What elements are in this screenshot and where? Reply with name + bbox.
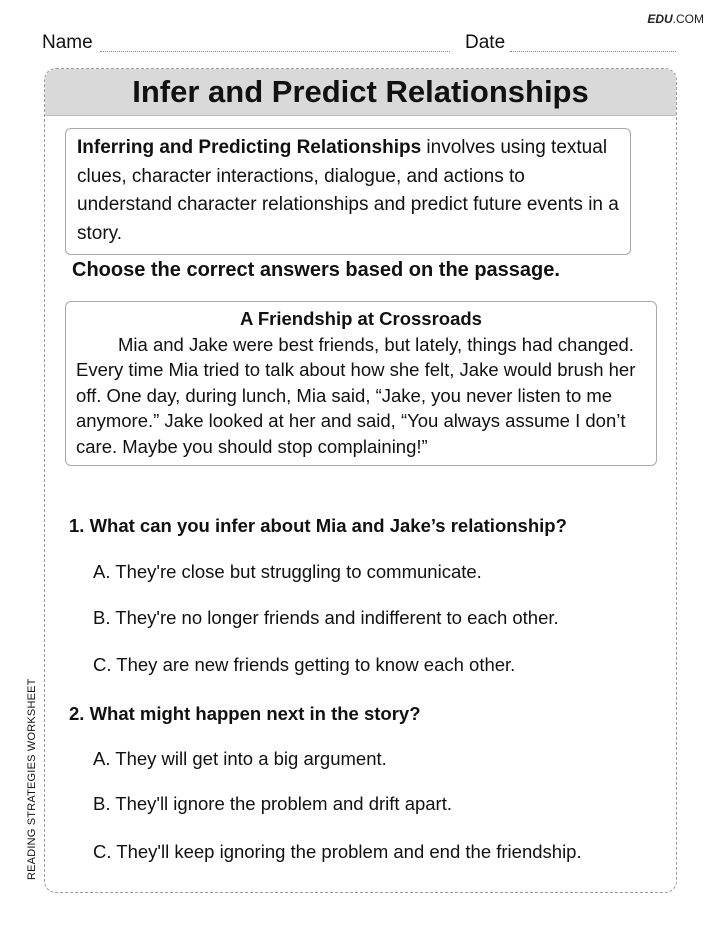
name-date-row bbox=[42, 32, 676, 54]
title-bar bbox=[45, 69, 676, 116]
question-2-option-b[interactable]: B. They'll ignore the problem and drift apart. bbox=[93, 793, 452, 814]
definition-text: involves using textual clues, character interactions, dialogue, and actions to understand character relationships and predict future events in a story. bbox=[77, 137, 619, 244]
name-line bbox=[100, 51, 450, 52]
question-2-option-c[interactable]: C. They'll keep ignoring the problem and end the friendship. bbox=[93, 841, 582, 862]
date-line bbox=[510, 51, 676, 52]
edu-logo bbox=[647, 12, 704, 26]
logo-edu-text: EDU bbox=[647, 12, 673, 26]
name-label: Name bbox=[42, 32, 93, 53]
question-1-option-c[interactable]: C. They are new friends getting to know each other. bbox=[93, 654, 516, 675]
question-1-option-b[interactable]: B. They're no longer friends and indifferent to each other. bbox=[93, 607, 559, 628]
definition-term: Inferring and Predicting Relationships bbox=[77, 137, 422, 158]
passage-text: Mia and Jake were best friends, but lately, things had changed. Every time Mia tried to talk about how she felt, Jake would brush her off. One day, during lunch, Mia said, “Jake, you never listen to me anymore.” Jake looked at her and said, “You always assume I don’t care. Maybe you should stop complaining!” bbox=[76, 333, 636, 457]
passage-title: A Friendship at Crossroads bbox=[240, 308, 482, 329]
date-label: Date bbox=[465, 32, 506, 53]
definition-box bbox=[65, 128, 631, 255]
worksheet-category-label: READING STRATEGIES WORKSHEET bbox=[26, 678, 38, 880]
question-2-option-a[interactable]: A. They will get into a big argument. bbox=[93, 748, 387, 769]
worksheet-panel bbox=[44, 68, 677, 893]
worksheet-title: Infer and Predict Relationships bbox=[132, 74, 589, 109]
logo-com-text: .COM bbox=[672, 12, 704, 26]
question-1-option-a[interactable]: A. They're close but struggling to communicate. bbox=[93, 561, 482, 582]
question-1: 1. What can you infer about Mia and Jake’s relationship? bbox=[69, 515, 567, 536]
passage-box bbox=[65, 301, 657, 466]
question-2: 2. What might happen next in the story? bbox=[69, 703, 421, 724]
instruction-text: Choose the correct answers based on the passage. bbox=[72, 259, 560, 281]
